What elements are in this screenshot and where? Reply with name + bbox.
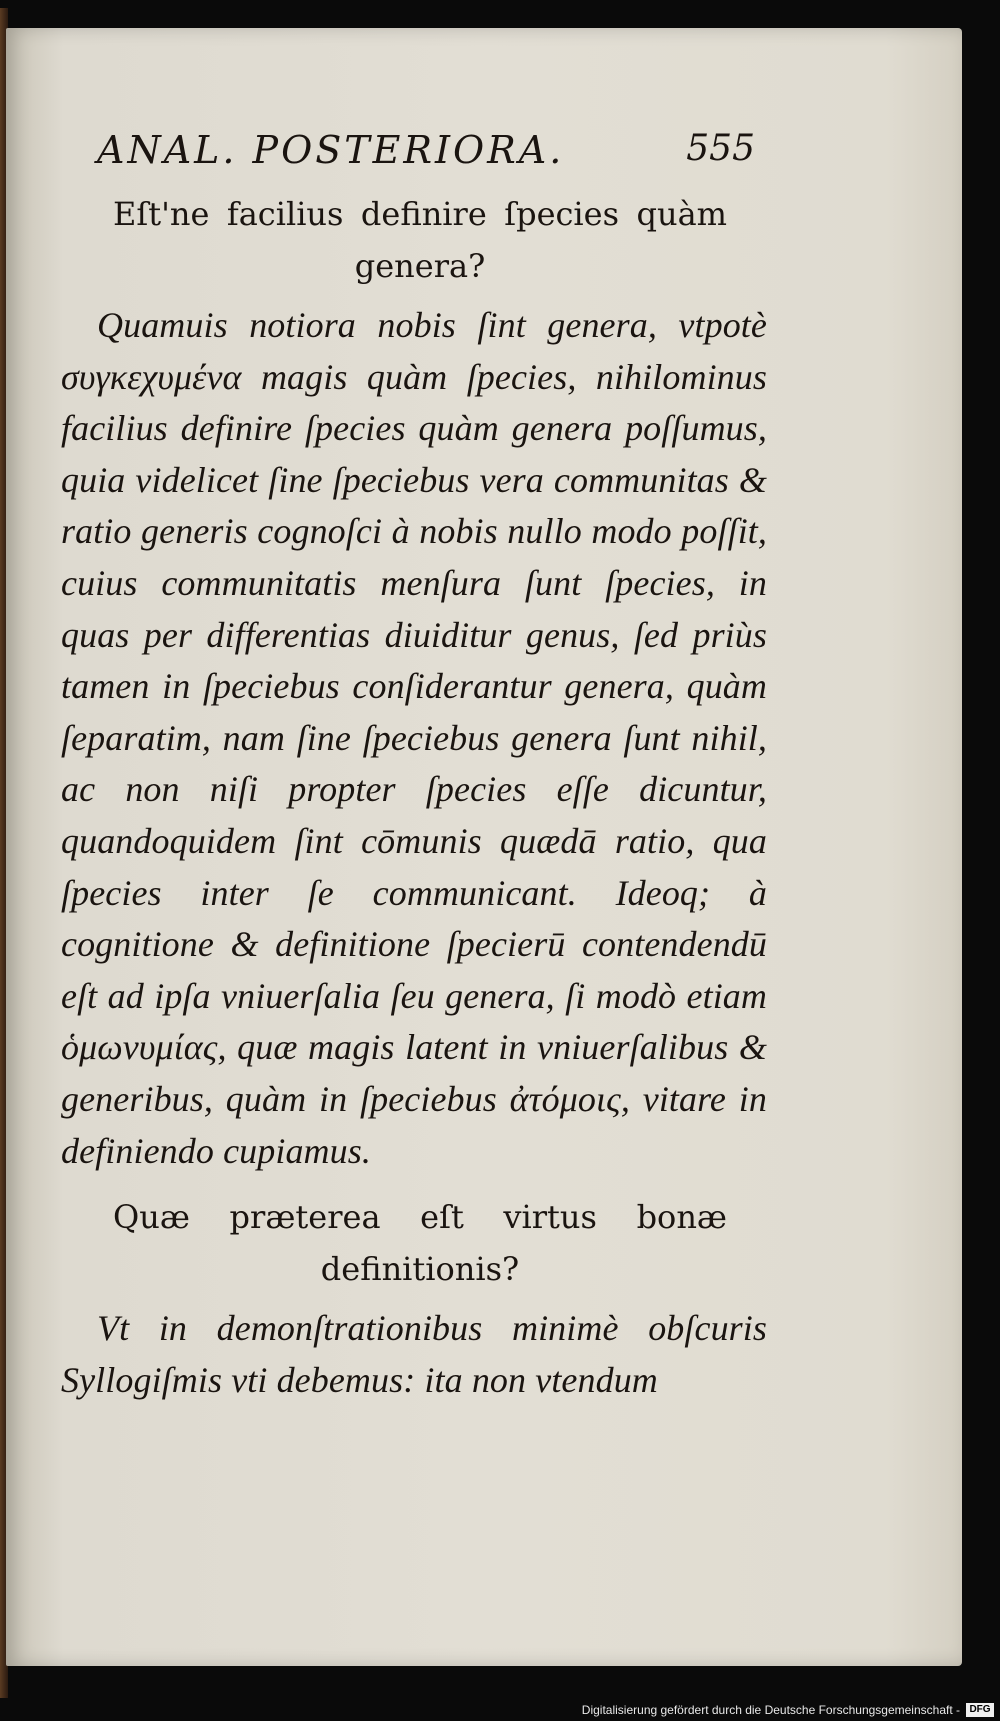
dfg-logo: DFG <box>966 1703 994 1717</box>
section-question: Eſt'ne facilius definire ſpecies quàm genera? <box>113 195 727 285</box>
section-question: Quæ præterea eſt virtus bonæ definitionis? <box>113 1198 727 1289</box>
page-text-block <box>61 128 767 1420</box>
section-answer: Quamuis notiora nobis ſint genera, vtpotè συγκεχυμένα magis quàm ſpecies, nihilominus facilius definire ſpecies quàm genera poſſumus, quia videlicet ſine ſpeciebus vera communitas & ratio generis cognoſci à nobis nullo modo poſſit, cuius communitatis menſura ſunt ſpecies, in quas per differentias diuiditur genus, ſed priùs tamen in ſpeciebus conſiderantur genera, quàm ſeparatim, nam ſine ſpeciebus genera ſunt nihil, ac non niſi propter ſpecies eſſe dicuntur, quandoquidem ſint cōmunis quædā ratio, qua ſpecies inter ſe communicant. Ideoq; à cognitione & definitione ſpecierū contendendū eſt ad ipſa vniuerſalia ſeu genera, ſi modò etiam ὁμωνυμίας, quæ magis latent in vniuerſalibus & generibus, quàm in ſpeciebus ἀτόμοις, vitare in definiendo cupiamus. <box>61 305 767 1171</box>
running-head <box>61 128 767 188</box>
section-answer: Vt in demonſtrationibus minimè obſcuris Syllogiſmis vti debemus: ita non vtendum <box>61 1308 767 1400</box>
book-page <box>6 28 962 1666</box>
digitization-footer <box>0 1699 1000 1721</box>
funding-credit: Digitalisierung gefördert durch die Deutsche Forschungsgemeinschaft - <box>581 1703 960 1717</box>
running-head-title: ANAL. POSTERIORA. <box>97 128 565 172</box>
page-number: 555 <box>686 128 755 169</box>
